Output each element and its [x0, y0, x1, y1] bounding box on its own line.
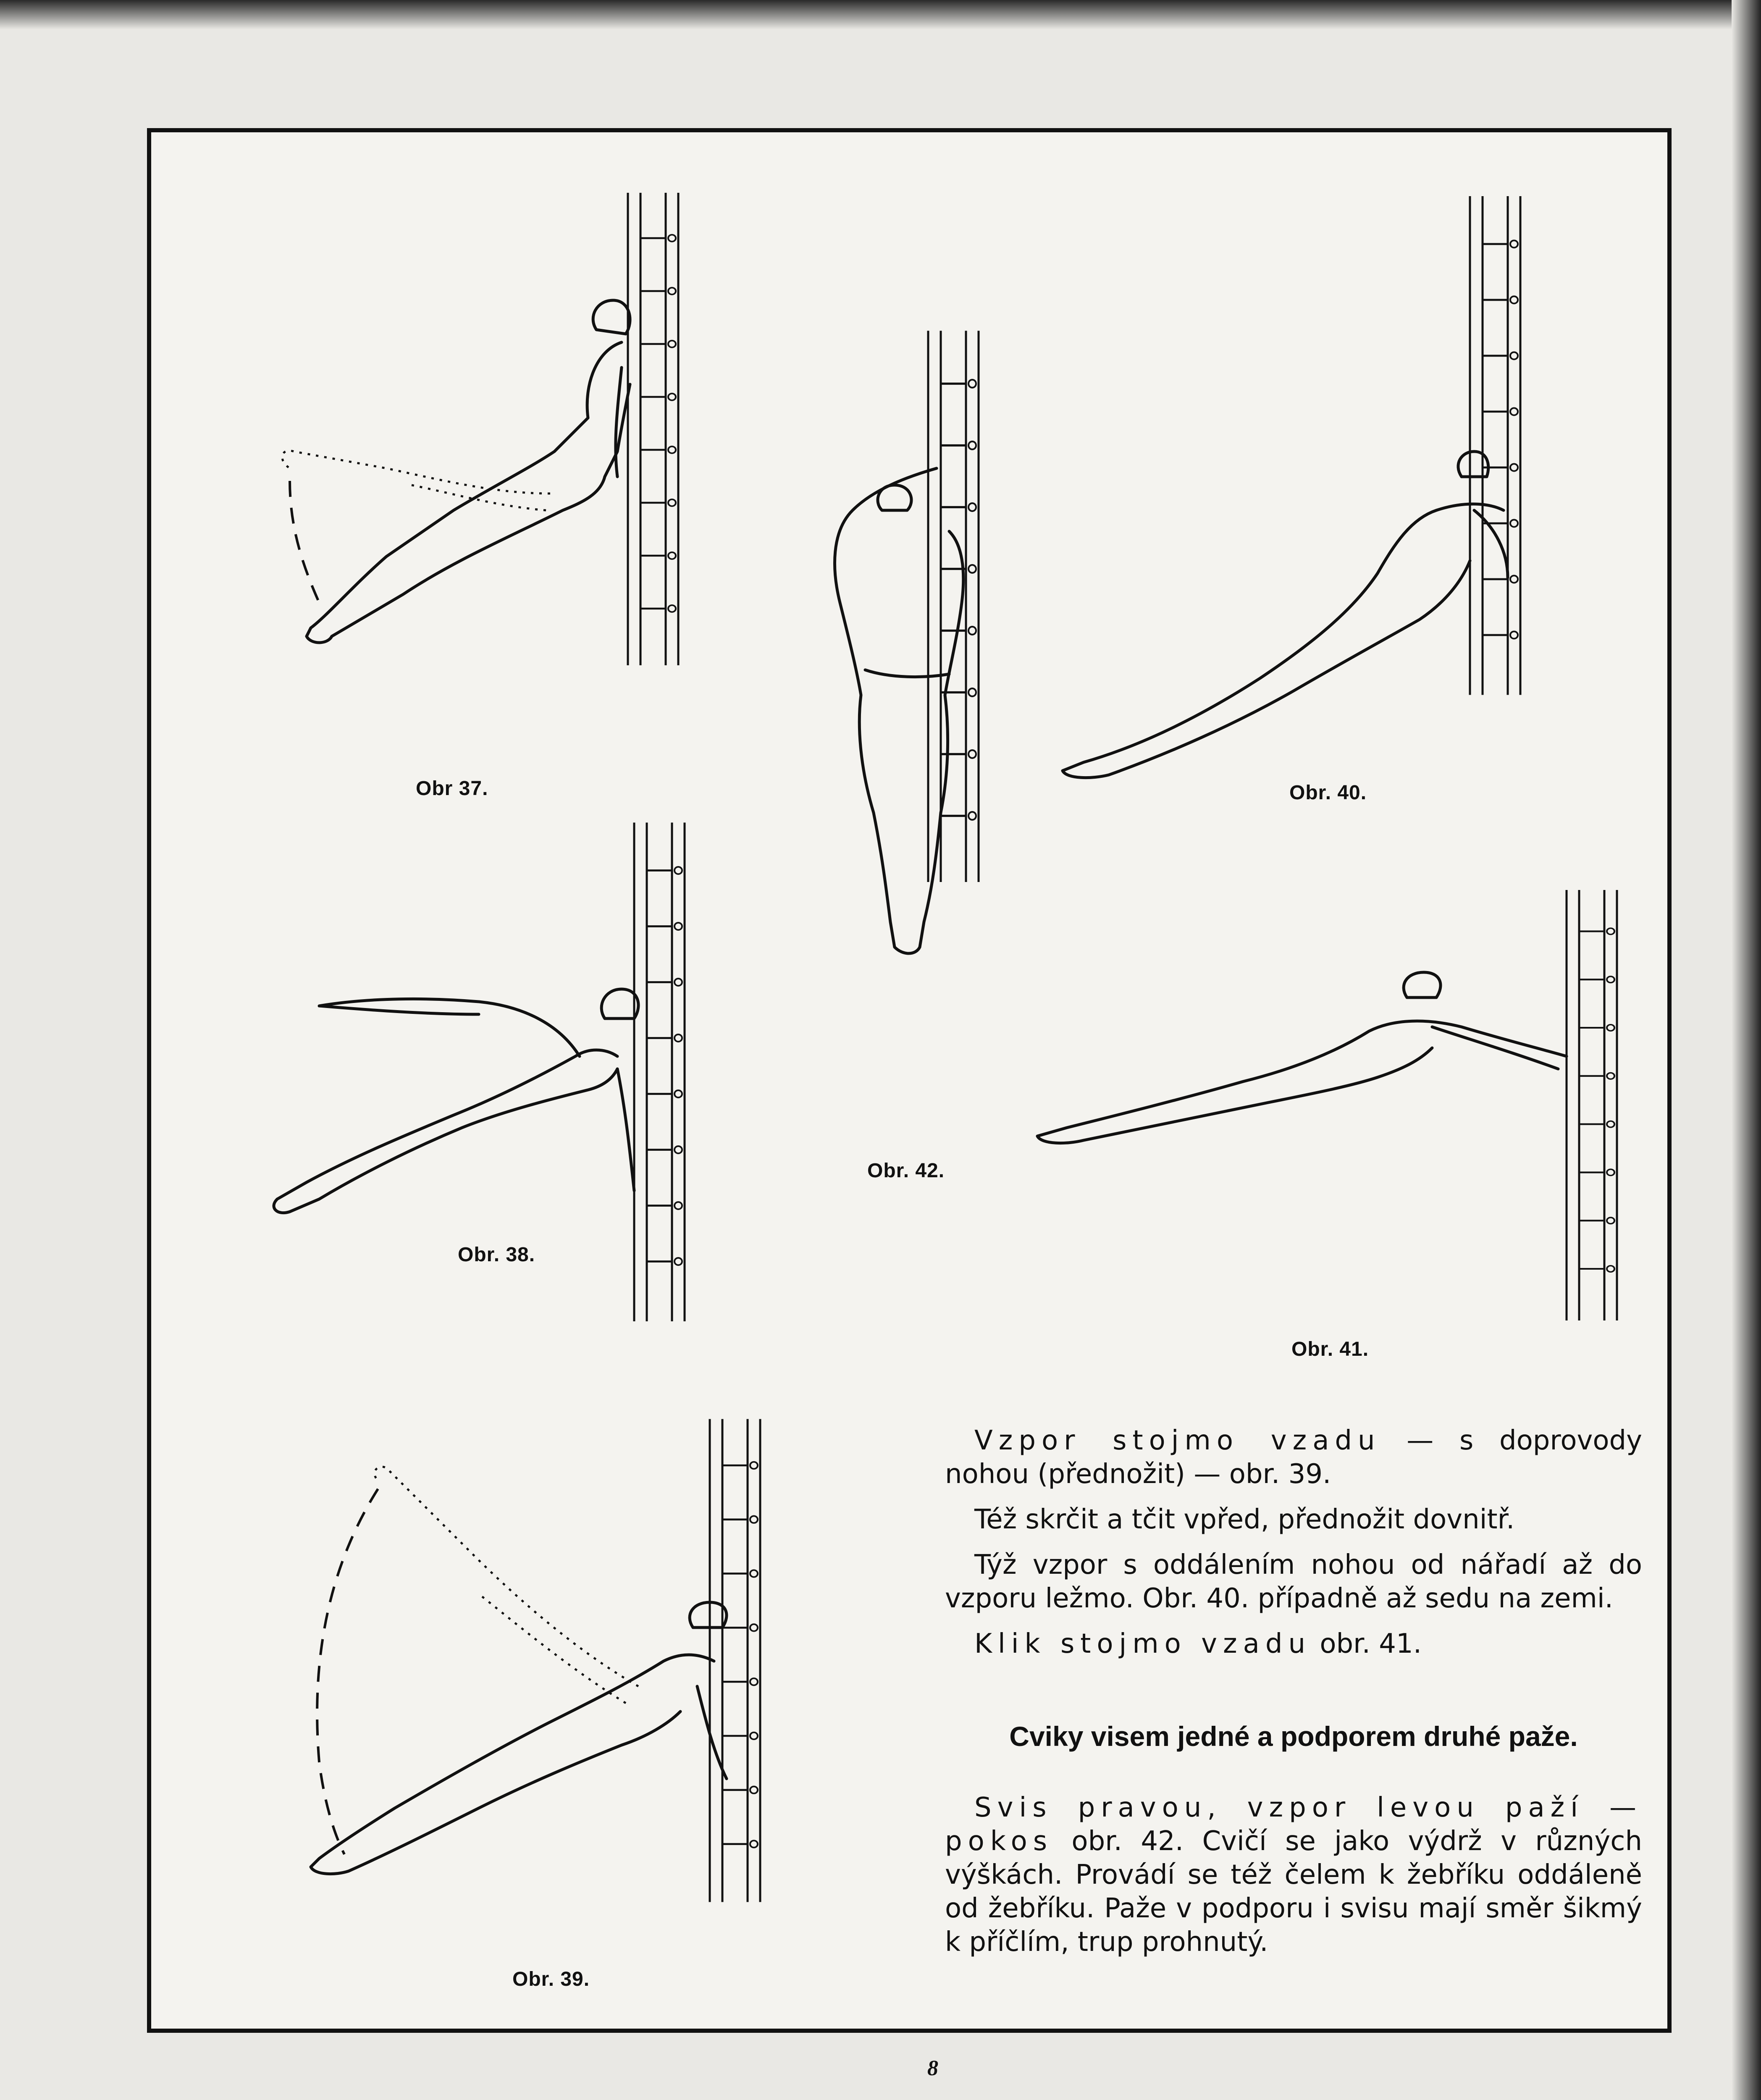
figure-39 [311, 1419, 769, 1902]
term-vzpor-stojmo-vzadu: Vzpor stojmo vzadu [974, 1425, 1381, 1456]
page-frame [147, 128, 1672, 2033]
caption-fig38: Obr. 38. [458, 1244, 535, 1266]
paragraph-4 [945, 1627, 1642, 1661]
figure-41 [1037, 890, 1625, 1320]
paragraph-1 [945, 1424, 1642, 1491]
paragraph-3: Týž vzpor s oddálením nohou od nářadí až do vzporu ležmo. Obr. 40. případně až sedu na zemi. [945, 1549, 1642, 1614]
caption-fig37: Obr 37. [416, 777, 488, 800]
figure-42 [835, 331, 987, 954]
scan-edge-right [1732, 0, 1761, 2100]
paragraph-1-rest: — s doprovody nohou (přednožit) — obr. 39. [945, 1425, 1642, 1490]
caption-fig41: Obr. 41. [1291, 1338, 1369, 1360]
term-klik-stojmo-vzadu: Klik stojmo vzadu [974, 1628, 1312, 1659]
scan-edge-top [0, 0, 1761, 29]
caption-fig42: Obr. 42. [867, 1160, 945, 1182]
paragraph-5 [945, 1791, 1642, 1959]
page-number: 8 [927, 2056, 938, 2080]
paragraph-4-rest: obr. 41. [1311, 1628, 1422, 1659]
section-heading: Cviky visem jedné a podporem druhé paže. [1009, 1721, 1578, 1752]
paragraph-2: Též skrčit a tčit vpřed, přednožit dovnitř. [974, 1504, 1515, 1535]
figure-40 [1063, 196, 1529, 778]
term-svis-pravou: Svis pravou, vzpor levou paží — pokos [945, 1792, 1642, 1857]
figure-37 [282, 193, 687, 665]
caption-fig40: Obr. 40. [1289, 782, 1367, 804]
paragraph-5-rest: obr. 42. Cvičí se jako výdrž v různých výškách. Provádí se též čelem k žebříku oddáleně od žebříku. Paže v podporu i svisu mají směr šikmý k příčlím, trup prohnutý. [945, 1826, 1642, 1958]
caption-fig39: Obr. 39. [512, 1968, 590, 1990]
exercise-text [945, 1424, 1642, 1971]
